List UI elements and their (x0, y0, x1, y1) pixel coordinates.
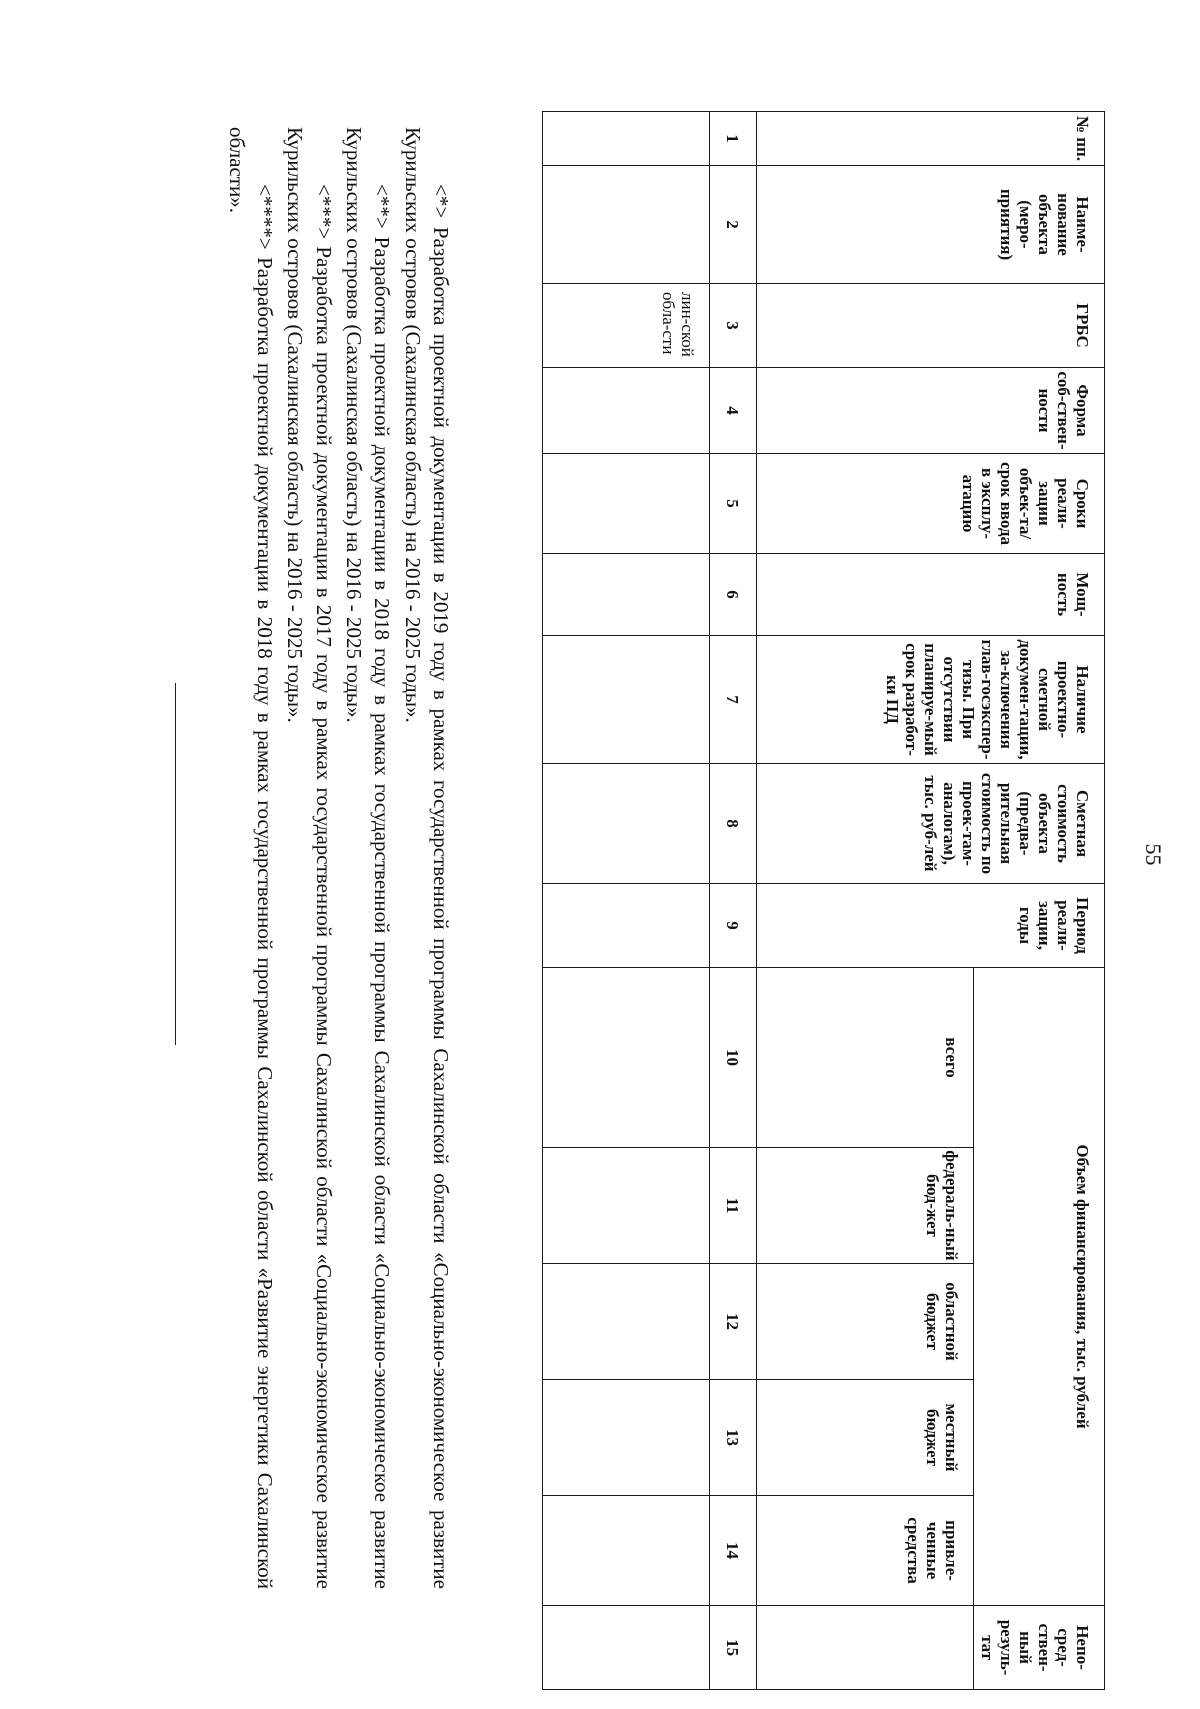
column-number: 4 (709, 368, 756, 454)
table-cell (542, 1496, 709, 1606)
page-number: 55 (1141, 843, 1166, 866)
column-number-row (709, 112, 756, 1690)
header-funding-federal: федераль-ный бюд-жет (756, 1148, 973, 1264)
header-implementation-period: Период реали-зации, годы (756, 884, 1104, 968)
column-number: 5 (709, 454, 756, 554)
table-row (542, 112, 709, 1690)
footnote: <*> Разработка проектной документации в 2019 году в рамках государственной программы Сахалинской области «Социально-экономическое развитие Курильских островов (Сахалинская область) на 2016 - 2025 годы». (400, 127, 453, 1589)
table-cell (542, 636, 709, 764)
table-cell (542, 112, 709, 166)
header-estimated-cost: Сметная стоимость объекта (предва-рительная стоимость по проек-там-аналогам), тыс. руб-лей (756, 764, 1104, 884)
header-funding-local: местный бюджет (756, 1380, 973, 1496)
header-capacity: Мощ-ность (756, 554, 1104, 636)
header-design-documentation: Наличие проектно-сметной докумен-тации, за-ключения глав-госэкспер-тизы. При отсутствии планируе-мый срок разработ-ки ПД (756, 636, 1104, 764)
header-funding-total: всего (756, 968, 973, 1148)
column-number: 14 (709, 1496, 756, 1606)
column-number: 9 (709, 884, 756, 968)
header-number: № пп. (756, 112, 1104, 166)
table-cell (542, 1264, 709, 1380)
column-number: 6 (709, 554, 756, 636)
column-number: 3 (709, 284, 756, 368)
table-cell (542, 166, 709, 284)
header-funding-volume: Объем финансирования, тыс. рублей (973, 968, 1104, 1606)
header-funding-attracted: привле-ченные средства (756, 1496, 973, 1606)
column-number: 8 (709, 764, 756, 884)
table-cell (542, 968, 709, 1148)
grbs-cell-fragment: лин-ской обла-сти (542, 284, 709, 368)
header-direct-result: Непо-сред-ствен-ный резуль-тат (973, 1606, 1104, 1690)
header-direct-result-blank (756, 1606, 973, 1690)
header-funding-regional: областной бюджет (756, 1264, 973, 1380)
header-object-name: Наиме-нование объекта (меро-приятия) (756, 166, 1104, 284)
end-divider (175, 683, 176, 1045)
table-cell (542, 368, 709, 454)
table-cell (542, 1606, 709, 1690)
column-number: 2 (709, 166, 756, 284)
footnotes (220, 127, 455, 1589)
table-cell (542, 554, 709, 636)
header-row (973, 112, 1104, 1690)
footnote: <****> Разработка проектной документации в 2018 году в рамках государственной программы Сахалинской области «Развитие энергетики Сахалинской области». (224, 127, 277, 1589)
table-cell (542, 884, 709, 968)
column-number: 13 (709, 1380, 756, 1496)
column-number: 10 (709, 968, 756, 1148)
column-number: 12 (709, 1264, 756, 1380)
table-cell (542, 764, 709, 884)
column-number: 11 (709, 1148, 756, 1264)
footnote: <**> Разработка проектной документации в 2018 году в рамках государственной программы Сахалинской области «Социально-экономическое развитие Курильских островов (Сахалинская область) на 2016 - 2025 годы». (341, 127, 395, 1589)
column-number: 15 (709, 1606, 756, 1690)
column-number: 1 (709, 112, 756, 166)
header-grbs: ГРБС (756, 284, 1104, 368)
footnote: <***> Разработка проектной документации в 2017 году в рамках государственной программы Сахалинской области «Социально-экономическое развитие Курильских островов (Сахалинская область) на 2016 - 2025 годы». (283, 127, 336, 1589)
header-implementation-dates: Сроки реали-зации объек-та/срок ввода в эксплу-атацию (756, 454, 1104, 554)
funding-table (542, 111, 1105, 1690)
table-cell (542, 1148, 709, 1264)
table-cell (542, 1380, 709, 1496)
column-number: 7 (709, 636, 756, 764)
header-ownership-form: Форма соб-ствен-ности (756, 368, 1104, 454)
table-cell (542, 454, 709, 554)
